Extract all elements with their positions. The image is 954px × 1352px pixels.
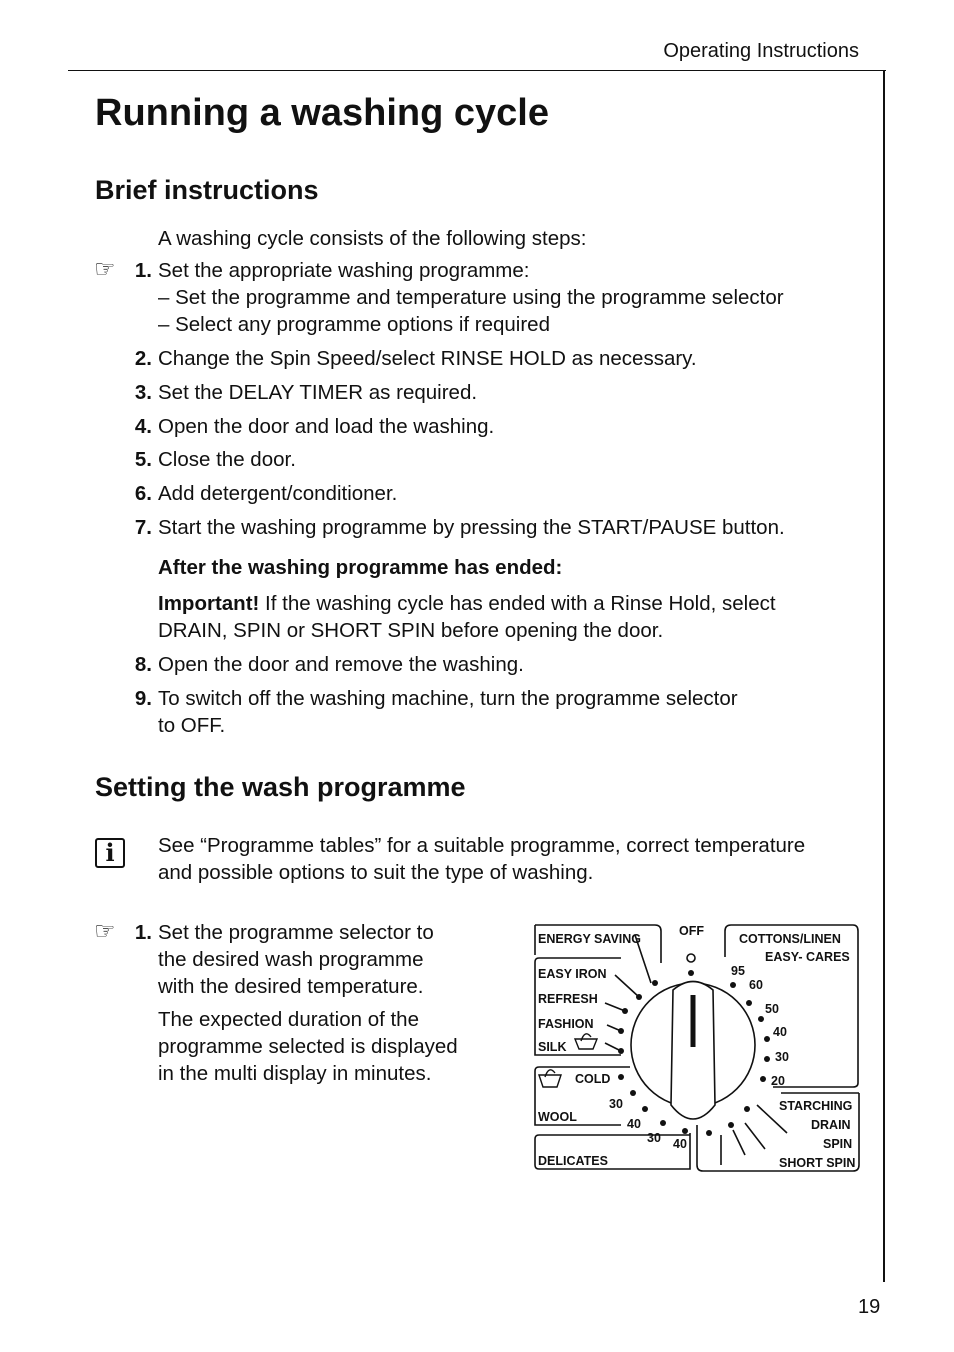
info-text: and possible options to suit the type of washing. <box>158 861 594 884</box>
programme-selector-diagram <box>525 915 865 1185</box>
running-header: Operating Instructions <box>663 40 859 62</box>
info-text: See “Programme tables” for a suitable programme, correct temperature <box>158 834 806 857</box>
brief-intro: A washing cycle consists of the following steps: <box>158 227 587 250</box>
temp-label: 30 <box>609 1097 623 1111</box>
temp-label: 95 <box>731 964 745 978</box>
step-number: 4. <box>134 415 152 438</box>
dial-label-cottons: COTTONS/LINEN <box>739 932 841 946</box>
hand-wash-icon <box>575 1034 597 1049</box>
temp-label: 40 <box>673 1137 687 1151</box>
temp-label: 30 <box>775 1050 789 1064</box>
page-title: Running a washing cycle <box>95 92 549 134</box>
step-text-cont: to OFF. <box>158 714 226 737</box>
dial-label-delicates: DELICATES <box>538 1154 608 1168</box>
dial-label-cold: COLD <box>575 1072 611 1086</box>
important-label: Important! <box>158 592 260 615</box>
off-marker <box>687 954 695 962</box>
dial-label-off: OFF <box>679 924 704 938</box>
hand-wash-icon <box>539 1070 561 1087</box>
step-number: 9. <box>134 687 152 710</box>
dial-label-easy-iron: EASY IRON <box>538 967 607 981</box>
step-number: 1. <box>134 921 152 944</box>
step-text: To switch off the washing machine, turn the programme selector <box>158 687 738 710</box>
step-text: Open the door and remove the washing. <box>158 653 524 676</box>
header-rule <box>68 70 886 71</box>
dial-label-easy-cares: EASY- CARES <box>765 950 850 964</box>
step-text: Close the door. <box>158 448 296 471</box>
step-text: Set the programme selector to <box>158 921 434 944</box>
important-text: If the washing cycle has ended with a Rinse Hold, select <box>259 592 776 615</box>
setting-programme-heading: Setting the wash programme <box>95 772 466 802</box>
step-text: with the desired temperature. <box>158 975 424 998</box>
duration-text: in the multi display in minutes. <box>158 1062 432 1085</box>
dial-label-wool: WOOL <box>538 1110 577 1124</box>
pointing-hand-icon: ☞ <box>94 256 116 283</box>
step-number: 1. <box>134 259 152 282</box>
page-number: 19 <box>858 1296 881 1318</box>
dial-label-starching: STARCHING <box>779 1099 853 1113</box>
pointing-hand-icon: ☞ <box>94 918 116 945</box>
info-icon: i <box>95 838 125 868</box>
dial-label-spin: SPIN <box>823 1137 853 1151</box>
dial-label-refresh: REFRESH <box>538 992 598 1006</box>
step-number: 8. <box>134 653 152 676</box>
step-number: 3. <box>134 381 152 404</box>
step-text: Change the Spin Speed/select RINSE HOLD as necessary. <box>158 347 697 370</box>
important-text-cont: DRAIN, SPIN or SHORT SPIN before opening the door. <box>158 619 664 642</box>
temp-label: 40 <box>773 1025 787 1039</box>
temp-label: 50 <box>765 1002 779 1016</box>
margin-rule <box>883 70 885 1282</box>
temp-label: 40 <box>627 1117 641 1131</box>
step-text: Set the DELAY TIMER as required. <box>158 381 478 404</box>
step-number: 6. <box>134 482 152 505</box>
dial-label-silk: SILK <box>538 1040 567 1054</box>
step-number: 2. <box>134 347 152 370</box>
step-text: Add detergent/conditioner. <box>158 482 398 505</box>
dial-label-drain: DRAIN <box>811 1118 851 1132</box>
temp-label: 20 <box>771 1074 785 1088</box>
step-text: Set the appropriate washing programme: <box>158 259 530 282</box>
step-text: Start the washing programme by pressing the START/PAUSE button. <box>158 516 785 539</box>
step-subitem: – Select any programme options if required <box>158 313 550 336</box>
dial-label-short-spin: SHORT SPIN <box>779 1156 856 1170</box>
after-cycle-heading: After the washing programme has ended: <box>158 556 563 579</box>
step-subitem: – Set the programme and temperature using the programme selector <box>158 286 784 309</box>
duration-text: programme selected is displayed <box>158 1035 458 1058</box>
brief-instructions-heading: Brief instructions <box>95 175 319 205</box>
step-text: Open the door and load the washing. <box>158 415 495 438</box>
temp-label: 30 <box>647 1131 661 1145</box>
step-number: 7. <box>134 516 152 539</box>
temp-label: 60 <box>749 978 763 992</box>
step-text: the desired wash programme <box>158 948 424 971</box>
step-number: 5. <box>134 448 152 471</box>
dial-label-energy-saving: ENERGY SAVING <box>538 932 642 946</box>
duration-text: The expected duration of the <box>158 1008 419 1031</box>
dial-label-fashion: FASHION <box>538 1017 594 1031</box>
important-note <box>158 590 776 617</box>
